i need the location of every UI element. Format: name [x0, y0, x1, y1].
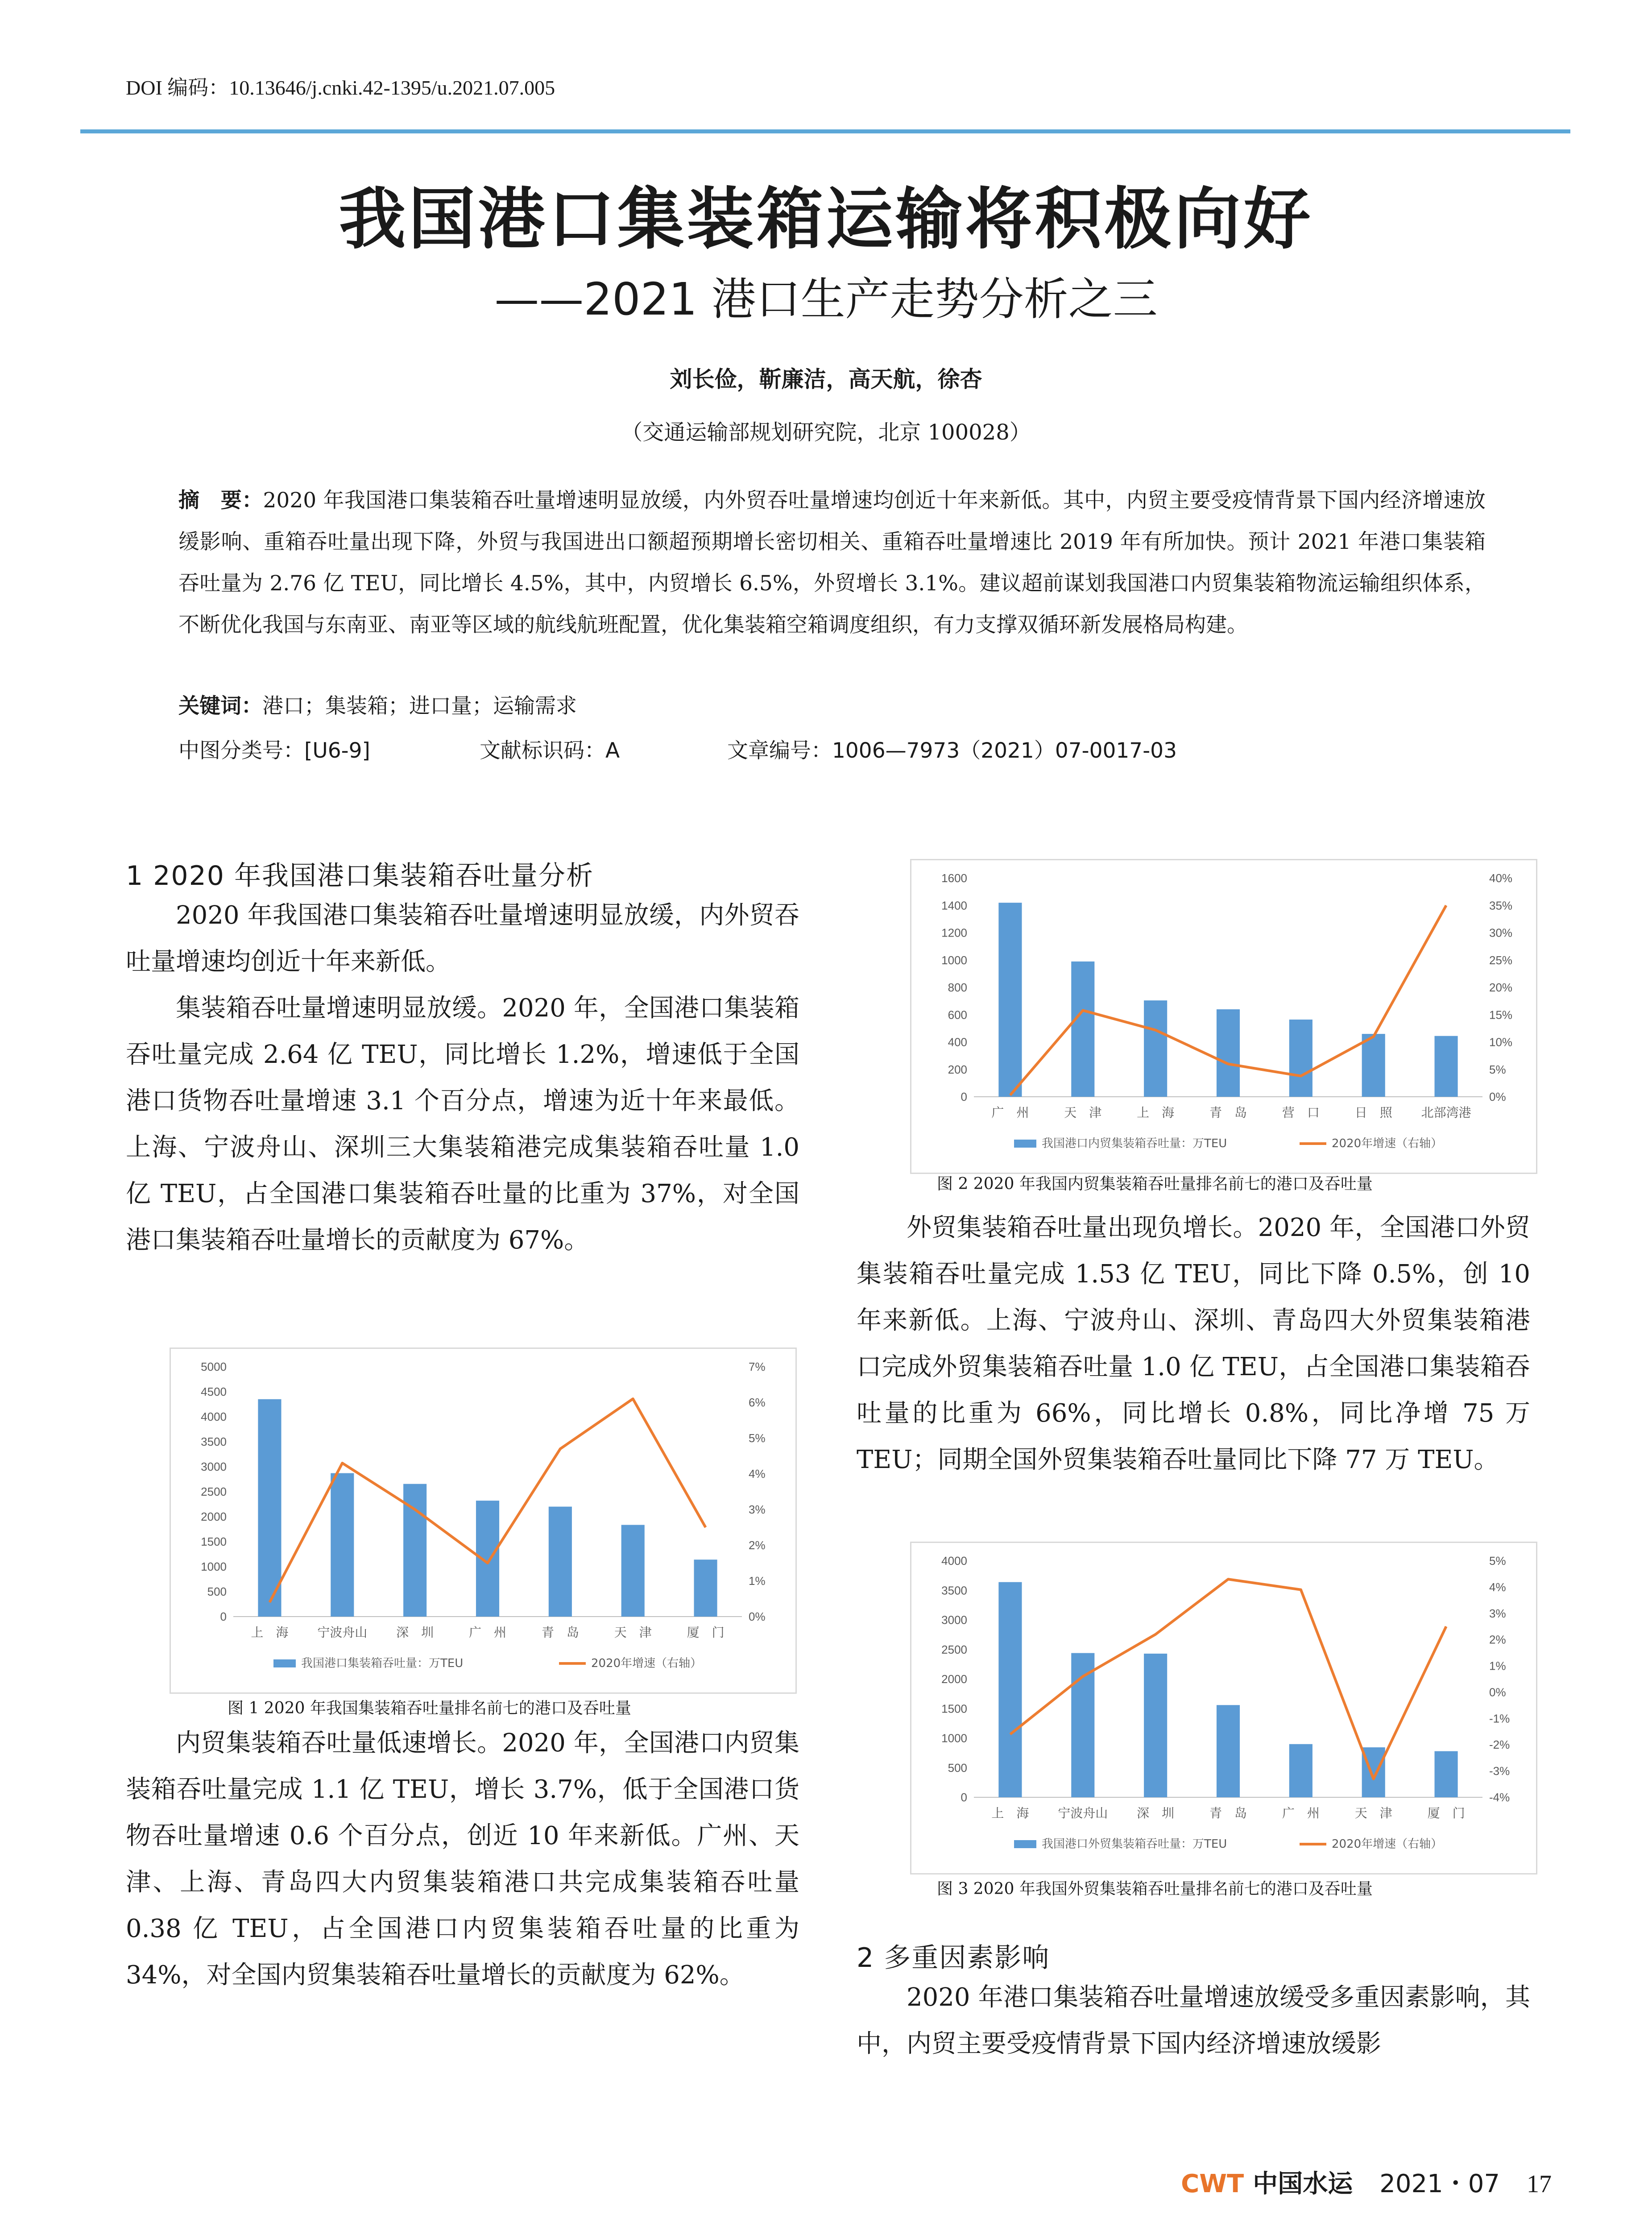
bar	[1217, 1009, 1240, 1097]
right-axis-tick-label: 6%	[749, 1396, 766, 1409]
growth-point	[342, 1463, 343, 1464]
right-axis-tick-label: 2%	[1489, 1633, 1506, 1646]
right-axis-tick-label: 1%	[749, 1574, 766, 1588]
right-axis-tick-label: -1%	[1489, 1712, 1510, 1725]
legend-bar-label: 我国港口外贸集装箱吞吐量：万TEU	[1042, 1837, 1227, 1851]
right-axis-tick-label: 15%	[1489, 1008, 1513, 1022]
category-label: 天 津	[614, 1625, 652, 1640]
left-axis-tick-label: 1000	[941, 1731, 967, 1745]
left-axis-tick-label: 1500	[201, 1535, 227, 1548]
category-label: 天 津	[1064, 1105, 1102, 1120]
category-label: 上 海	[991, 1806, 1029, 1820]
category-label: 广 州	[468, 1625, 507, 1640]
right-axis-tick-label: -4%	[1489, 1791, 1510, 1804]
section-2-para-1: 2020 年港口集装箱吞吐量增速放缓受多重因素影响，其中，内贸主要受疫情背景下国内经济增速放缓影	[857, 1983, 1530, 2058]
document-code: 文献标识码：A	[480, 738, 620, 763]
left-axis-tick-label: 4000	[941, 1554, 967, 1568]
right-axis-tick-label: 4%	[749, 1467, 766, 1480]
right-axis-tick-label: 20%	[1489, 981, 1513, 994]
section-2-heading: 2 多重因素影响	[857, 1942, 1050, 1974]
right-axis-tick-label: 5%	[749, 1431, 766, 1445]
keywords-text: 港口；集装箱；进口量；运输需求	[262, 694, 577, 718]
growth-point	[1300, 1589, 1301, 1590]
category-label: 青 岛	[1209, 1105, 1247, 1120]
right-axis-tick-label: 5%	[1489, 1554, 1506, 1568]
left-axis-tick-label: 1500	[941, 1702, 967, 1716]
legend-bar-label: 我国港口集装箱吞吐量：万TEU	[301, 1657, 464, 1670]
keywords	[178, 689, 577, 719]
category-label: 宁波舟山	[317, 1625, 368, 1640]
category-label: 北部湾港	[1421, 1105, 1471, 1120]
section-1-para-2: 集装箱吞吐量增速明显放缓。2020 年，全国港口集装箱吞吐量完成 2.64 亿 TEU，同比增长 1.2%，增速低于全国港口货物吞吐量增速 3.1 个百分点，增速为近十年来最低。上海、宁波舟山、深圳三大集装箱港完成集装箱吞吐量 1.0 亿 TEU，占全国港口集装箱吞吐量的比重为 37%，对全国港口集装箱吞吐量增长的贡献度为 67%。	[126, 994, 799, 1255]
right-axis-tick-label: 4%	[1489, 1580, 1506, 1594]
section-1-para-3: 内贸集装箱吞吐量低速增长。2020 年，全国港口内贸集装箱吞吐量完成 1.1 亿 TEU，增长 3.7%，低于全国港口货物吞吐量增速 0.6 个百分点，创近 10 年来新低。广州、天津、上海、青岛四大内贸集装箱港口共完成集装箱吞吐量 0.38 亿 TEU，占全国港口内贸集装箱吞吐量的比重为 34%，对全国内贸集装箱吞吐量增长的贡献度为 62%。	[126, 1729, 799, 1990]
bar	[1289, 1744, 1312, 1797]
left-axis-tick-label: 1400	[941, 899, 967, 912]
chart-2-svg	[911, 860, 1536, 1173]
category-label: 宁波舟山	[1058, 1806, 1108, 1820]
category-label: 深 圳	[1137, 1806, 1175, 1820]
legend-line-label: 2020年增速（右轴）	[591, 1657, 702, 1670]
right-axis-tick-label: 2%	[749, 1538, 766, 1552]
left-axis-tick-label: 2000	[201, 1510, 227, 1523]
category-label: 日 照	[1354, 1105, 1392, 1120]
growth-point	[705, 1527, 706, 1528]
right-axis-tick-label: 3%	[749, 1503, 766, 1516]
right-axis-tick-label: 7%	[749, 1360, 766, 1373]
left-axis-tick-label: 200	[948, 1062, 967, 1076]
right-axis-tick-label: -2%	[1489, 1738, 1510, 1752]
chart-1	[170, 1348, 797, 1694]
chart-1-svg	[171, 1349, 795, 1692]
chart-2	[910, 859, 1537, 1174]
left-axis-tick-label: 4000	[201, 1410, 227, 1423]
bar	[621, 1525, 645, 1617]
left-axis-tick-label: 600	[948, 1008, 967, 1022]
paper-title: 我国港口集装箱运输将积极向好	[339, 180, 1313, 258]
abstract	[178, 480, 1486, 646]
legend-bar-swatch	[1014, 1840, 1036, 1848]
category-label: 上 海	[251, 1625, 289, 1640]
category-label: 天 津	[1354, 1806, 1392, 1820]
category-label: 厦 门	[1427, 1806, 1465, 1820]
right-axis-tick-label: 5%	[1489, 1062, 1506, 1076]
chart-3	[910, 1542, 1537, 1874]
legend-bar-swatch	[273, 1659, 296, 1667]
left-axis-tick-label: 4500	[201, 1385, 227, 1398]
abstract-text: 2020 年我国港口集装箱吞吐量增速明显放缓，内外贸吞吐量增速均创近十年来新低。其中，内贸主要受疫情背景下国内经济增速放缓影响、重箱吞吐量出现下降，外贸与我国进出口额超预期增长密切相关、重箱吞吐量增速比 2019 年有所加快。预计 2021 年港口集装箱吞吐量为 2.76 亿 TEU，同比增长 4.5%，其中，内贸增长 6.5%，外贸增长 3.1%。建议超前谋划我国港口内贸集装箱物流运输组织体系，不断优化我国与东南亚、南亚等区域的航线航班配置，优化集装箱空箱调度组织，有力支撑双循环新发展格局构建。	[178, 488, 1486, 637]
chart-3-caption: 图 3 2020 年我国外贸集装箱吞吐量排名前七的港口及吞吐量	[937, 1880, 1373, 1898]
legend-line-label: 2020年增速（右轴）	[1332, 1837, 1443, 1851]
article-number: 文章编号：1006—7973（2021）07-0017-03	[727, 738, 1177, 763]
left-axis-tick-label: 0	[961, 1791, 967, 1804]
footer-issue: 2021・07	[1379, 2169, 1500, 2198]
legend-line-label: 2020年增速（右轴）	[1332, 1137, 1443, 1150]
left-axis-tick-label: 5000	[201, 1360, 227, 1373]
right-text-block-2	[857, 1974, 1530, 2067]
category-label: 深 圳	[396, 1625, 434, 1640]
affiliation: （交通运输部规划研究院，北京 100028）	[621, 420, 1031, 445]
left-axis-tick-label: 1200	[941, 926, 967, 940]
right-axis-tick-label: 35%	[1489, 899, 1513, 912]
bar	[1071, 1653, 1094, 1797]
left-axis-tick-label: 3500	[201, 1435, 227, 1448]
category-label: 营 口	[1282, 1105, 1320, 1120]
footer-magazine: 中国水运	[1253, 2169, 1353, 2198]
bar	[1144, 1654, 1167, 1797]
left-axis-tick-label: 1600	[941, 871, 967, 885]
left-axis-tick-label: 500	[948, 1761, 967, 1775]
left-axis-tick-label: 0	[220, 1610, 227, 1623]
section-1-heading: 1 2020 年我国港口集装箱吞吐量分析	[126, 860, 594, 892]
footer-brand: CWT	[1181, 2169, 1244, 2198]
section-1-para-1: 2020 年我国港口集装箱吞吐量增速明显放缓，内外贸吞吐量增速均创近十年来新低。	[126, 901, 799, 976]
chart-3-svg	[911, 1543, 1536, 1873]
bar	[1289, 1020, 1312, 1097]
bar	[1144, 1000, 1167, 1097]
right-axis-tick-label: 1%	[1489, 1659, 1506, 1673]
bar	[1435, 1036, 1458, 1097]
left-axis-tick-label: 3500	[941, 1584, 967, 1597]
legend-bar-swatch	[1014, 1140, 1036, 1148]
left-text-block-2	[126, 1720, 799, 1999]
left-axis-tick-label: 2500	[941, 1642, 967, 1656]
keywords-label: 关键词：	[178, 694, 262, 718]
bar	[331, 1473, 354, 1617]
doi-line: DOI 编码：10.13646/j.cnki.42-1395/u.2021.07.005	[126, 76, 555, 99]
right-axis-tick-label: -3%	[1489, 1764, 1510, 1778]
right-axis-tick-label: 3%	[1489, 1606, 1506, 1620]
page-footer	[1181, 2164, 1552, 2200]
bar	[549, 1507, 572, 1617]
bar	[998, 903, 1022, 1097]
section-1-para-4: 外贸集装箱吞吐量出现负增长。2020 年，全国港口外贸集装箱吞吐量完成 1.53 亿 TEU，同比下降 0.5%，创 10 年来新低。上海、宁波舟山、深圳、青岛四大外贸集装箱港口完成外贸集装箱吞吐量 1.0 亿 TEU，占全国港口集装箱吞吐量的比重为 66%，同比增长 0.8%，同比净增 75 万 TEU；同期全国外贸集装箱吞吐量同比下降 77 万 TEU。	[857, 1213, 1530, 1474]
growth-point	[269, 1602, 270, 1603]
category-label: 青 岛	[1209, 1806, 1247, 1820]
left-axis-tick-label: 3000	[201, 1460, 227, 1473]
left-axis-tick-label: 800	[948, 981, 967, 994]
chart-2-caption: 图 2 2020 年我国内贸集装箱吞吐量排名前七的港口及吞吐量	[937, 1175, 1373, 1193]
clc-number: 中图分类号：[U6-9]	[178, 738, 370, 763]
category-label: 广 州	[1282, 1806, 1320, 1820]
right-axis-tick-label: 25%	[1489, 953, 1513, 967]
right-axis-tick-label: 10%	[1489, 1035, 1513, 1049]
left-axis-tick-label: 2000	[941, 1672, 967, 1686]
category-label: 上 海	[1137, 1105, 1175, 1120]
left-axis-tick-label: 500	[207, 1585, 227, 1598]
authors: 刘长俭，靳廉洁，高天航，徐杏	[670, 366, 982, 392]
left-axis-tick-label: 2500	[201, 1485, 227, 1498]
left-axis-tick-label: 0	[961, 1090, 967, 1103]
left-axis-tick-label: 400	[948, 1035, 967, 1049]
paper-subtitle: ——2021 港口生产走势分析之三	[494, 273, 1158, 325]
bar	[1435, 1751, 1458, 1797]
category-label: 广 州	[991, 1105, 1029, 1120]
bar	[1217, 1705, 1240, 1797]
left-axis-tick-label: 1000	[201, 1560, 227, 1573]
abstract-label: 摘 要：	[178, 488, 263, 513]
bar	[694, 1559, 717, 1617]
growth-point	[1228, 1579, 1229, 1580]
category-label: 青 岛	[541, 1625, 579, 1640]
right-axis-tick-label: 0%	[1489, 1685, 1506, 1699]
right-axis-tick-label: 0%	[1489, 1090, 1506, 1103]
bar	[1071, 962, 1094, 1097]
left-text-block-1	[126, 892, 799, 1264]
footer-page-number: 17	[1527, 2170, 1552, 2198]
right-text-block-1	[857, 1205, 1530, 1483]
category-label: 厦 门	[687, 1625, 725, 1640]
left-axis-tick-label: 1000	[941, 953, 967, 967]
right-axis-tick-label: 0%	[749, 1610, 766, 1623]
right-axis-tick-label: 30%	[1489, 926, 1513, 940]
bar	[1362, 1034, 1385, 1097]
left-axis-tick-label: 3000	[941, 1613, 967, 1627]
legend-bar-label: 我国港口内贸集装箱吞吐量：万TEU	[1042, 1137, 1227, 1150]
header-rule	[80, 129, 1570, 133]
right-axis-tick-label: 40%	[1489, 871, 1513, 885]
chart-1-caption: 图 1 2020 年我国集装箱吞吐量排名前七的港口及吞吐量	[228, 1699, 631, 1717]
bar	[998, 1582, 1022, 1797]
